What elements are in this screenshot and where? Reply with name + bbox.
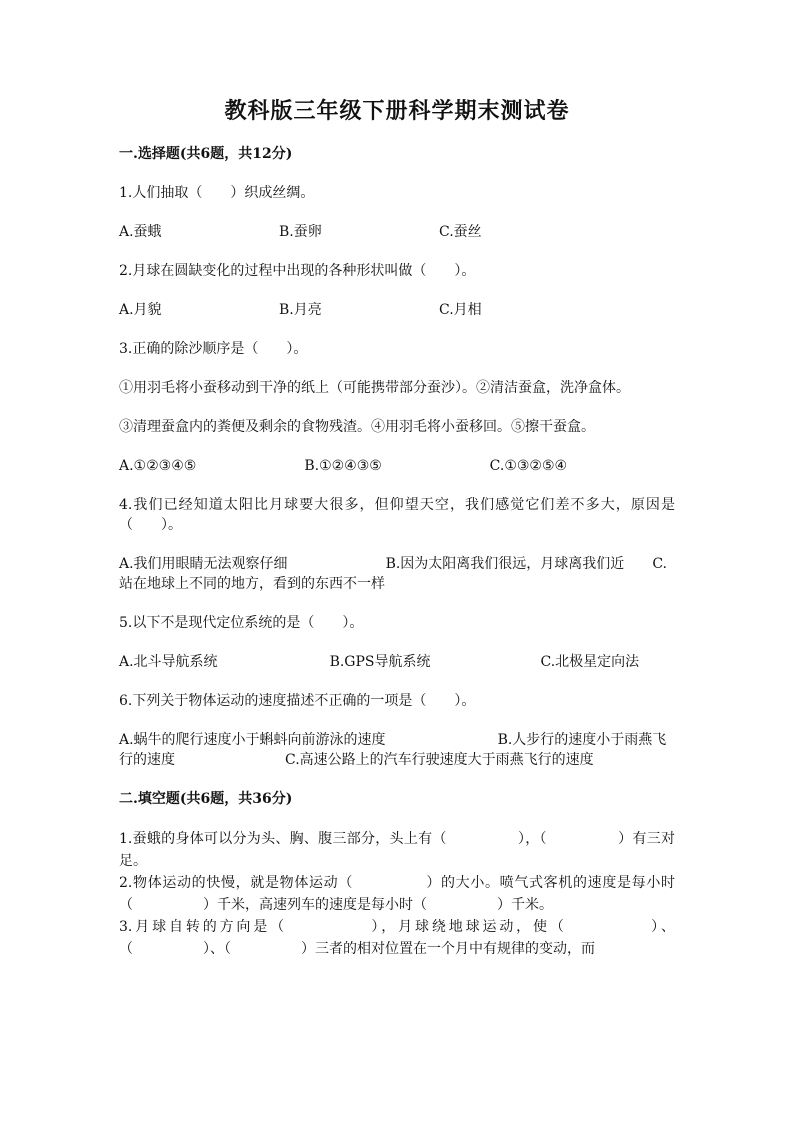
option-b: B.月亮 <box>279 302 322 318</box>
question-1-options <box>119 222 675 242</box>
question-2-stem: 2.月球在圆缺变化的过程中出现的各种形状叫做（ ）。 <box>119 263 476 279</box>
question-3-step-line-1: ①用羽毛将小蚕移动到干净的纸上（可能携带部分蚕沙）。②清洁蚕盒，洗净盒体。 <box>119 380 630 396</box>
question-3-step-line-2: ③清理蚕盒内的粪便及剩余的食物残渣。④用羽毛将小蚕移回。⑤擦干蚕盒。 <box>119 419 595 435</box>
question-1-stem: 1.人们抽取（ ）织成丝绸。 <box>119 185 315 201</box>
question-3-stem: 3.正确的除沙顺序是（ ）。 <box>119 341 308 357</box>
option-c: C.月相 <box>439 302 482 318</box>
option-c: C.站在地球上不同的地方，看到的东西不一样 <box>119 556 667 592</box>
question-3-options <box>119 456 675 476</box>
exam-title: 教科版三年级下册科学期末测试卷 <box>224 98 570 124</box>
question-4-stem: 4.我们已经知道太阳比月球要大很多，但仰望天空，我们感觉它们差不多大，原因是（ ）。 <box>119 497 675 533</box>
option-b: B.人步行的速度小于雨燕飞行的速度 <box>119 732 667 768</box>
option-a: A.蚕蛾 <box>119 224 162 240</box>
option-a: A.蜗牛的爬行速度小于蝌蚪向前游泳的速度 <box>119 732 386 748</box>
option-c: C.蚕丝 <box>439 224 482 240</box>
option-c: C.①③②⑤④ <box>489 458 568 474</box>
question-2-options <box>119 300 675 320</box>
question-6-stem: 6.下列关于物体运动的速度描述不正确的一项是（ ）。 <box>119 693 476 709</box>
option-b: B.GPS导航系统 <box>329 654 431 670</box>
option-a: A.①②③④⑤ <box>119 458 197 474</box>
option-b: B.蚕卵 <box>279 224 322 240</box>
option-b: B.因为太阳离我们很远，月球离我们近 <box>385 556 625 572</box>
option-b: B.①②④③⑤ <box>304 458 382 474</box>
option-a: A.北斗导航系统 <box>119 654 218 670</box>
exam-page <box>119 96 675 960</box>
question-5-options <box>119 652 675 672</box>
option-a: A.我们用眼睛无法观察仔细 <box>119 556 288 572</box>
option-a: A.月貌 <box>119 302 162 318</box>
option-c: C.高速公路上的汽车行驶速度大于雨燕飞行的速度 <box>285 752 594 768</box>
section-heading-choice: 一.选择题(共6题，共12分) <box>119 146 293 162</box>
option-c: C.北极星定向法 <box>540 654 640 670</box>
fill-question-2: 2.物体运动的快慢，就是物体运动（ ）的大小。喷气式客机的速度是每小时（ ）千米，高速列车的速度是每小时（ ）千米。 <box>119 875 675 913</box>
question-6-options <box>119 730 675 770</box>
fill-question-1: 1.蚕蛾的身体可以分为头、胸、腹三部分，头上有（ ），（ ）有三对足。 <box>119 831 675 869</box>
section-heading-fill-blank: 二.填空题(共6题，共36分) <box>119 791 293 807</box>
fill-question-3: 3.月球自转的方向是（ ），月球绕地球运动，使（ ）、（ ）、（ ）三者的相对位置在一个月中有规律的变动，而 <box>119 919 675 957</box>
question-4-options <box>119 554 675 594</box>
question-5-stem: 5.以下不是现代定位系统的是（ ）。 <box>119 615 364 631</box>
